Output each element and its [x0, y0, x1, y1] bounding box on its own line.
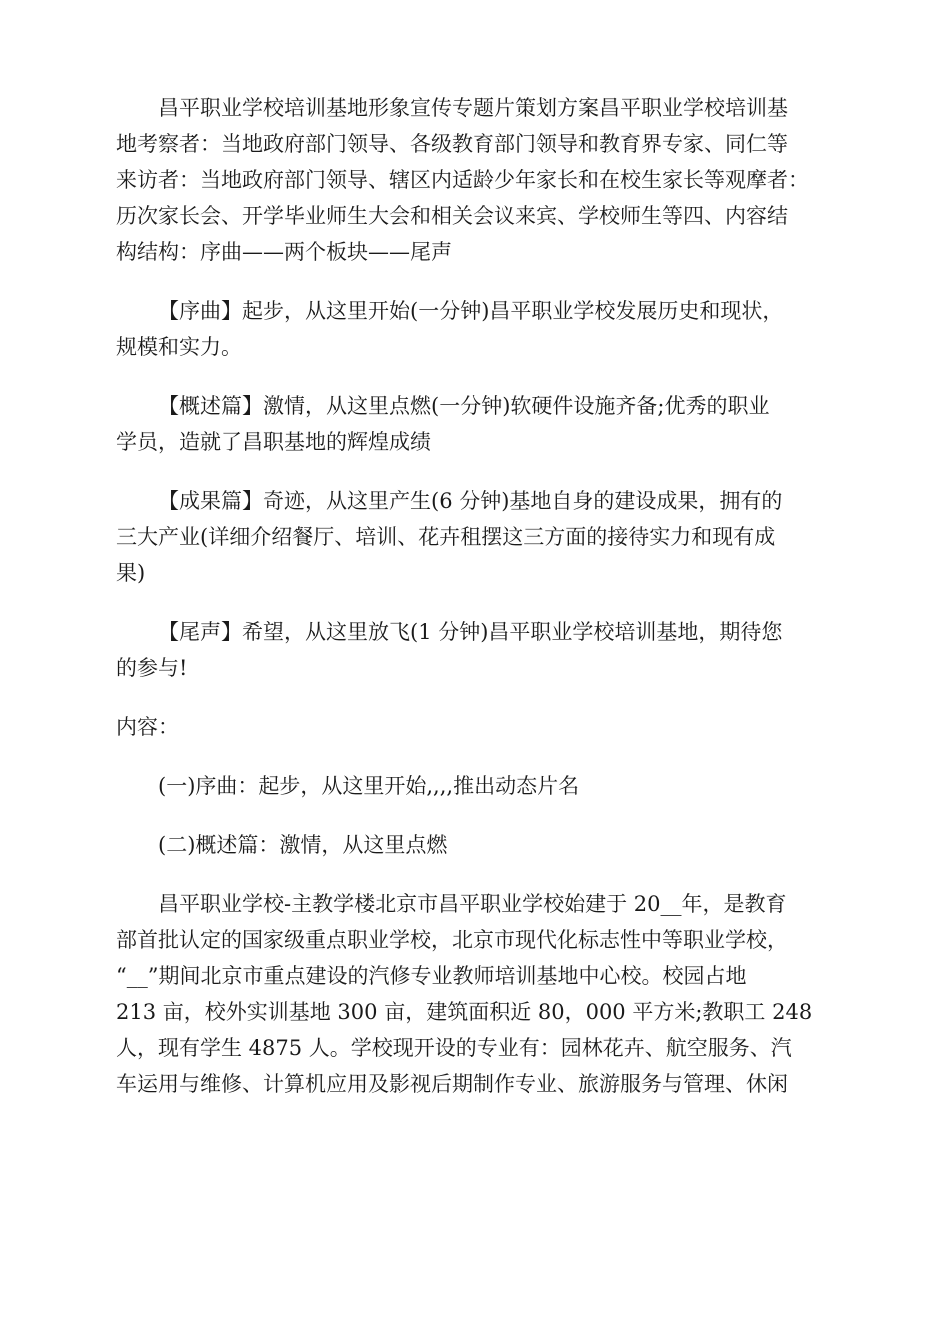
section-one-heading: (一)序曲：起步，从这里开始,,,,推出动态片名 [158, 774, 580, 798]
document-page [116, 90, 838, 1125]
prelude-paragraph: 【序曲】起步，从这里开始(一分钟)昌平职业学校发展历史和现状， 规模和实力。 [116, 299, 784, 359]
epilogue-paragraph: 【尾声】希望，从这里放飞(1 分钟)昌平职业学校培训基地，期待您 的参与! [116, 620, 783, 680]
overview-paragraph: 【概述篇】激情，从这里点燃(一分钟)软硬件设施齐备;优秀的职业 学员，造就了昌职基地的辉煌成绩 [116, 394, 770, 454]
section-two-heading: (二)概述篇：激情，从这里点燃 [158, 833, 448, 857]
school-description-paragraph: 昌平职业学校-主教学楼北京市昌平职业学校始建于 20__年，是教育 部首批认定的国家级重点职业学校，北京市现代化标志性中等职业学校， “__”期间北京市重点建设的汽修专业教师培训基地中心校。校园占地 213 亩，校外实训基地 300 亩，建筑面积近 80，000 平方米;教职工 248 人，现有学生 4875 人。学校现开设的专业有：园林花卉、航空服务、汽 车运用与维修、计算机应用及影视后期制作专业、旅游服务与管理、休闲 [116, 892, 813, 1096]
intro-paragraph: 昌平职业学校培训基地形象宣传专题片策划方案昌平职业学校培训基 地考察者：当地政府部门领导、各级教育部门领导和教育界专家、同仁等 来访者：当地政府部门领导、辖区内适龄少年家长和在校生家长等观摩者： 历次家长会、开学毕业师生大会和相关会议来宾、学校师生等四、内容结 构结构：序曲——两个板块——尾声 [116, 96, 809, 264]
achievements-paragraph: 【成果篇】奇迹，从这里产生(6 分钟)基地自身的建设成果，拥有的 三大产业(详细介绍餐厅、培训、花卉租摆这三方面的接待实力和现有成 果) [116, 489, 783, 585]
content-heading: 内容： [116, 715, 179, 739]
